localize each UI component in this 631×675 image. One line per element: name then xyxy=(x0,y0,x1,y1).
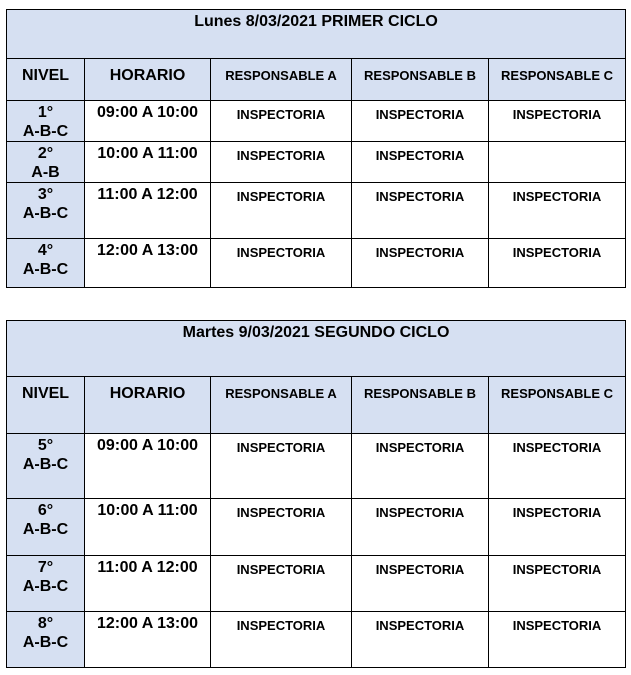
nivel-grade: 7° xyxy=(37,559,54,576)
header-responsable-b: RESPONSABLE B xyxy=(352,377,489,434)
table-title: Lunes 8/03/2021 PRIMER CICLO xyxy=(7,10,626,59)
responsable-a-cell: INSPECTORIA xyxy=(211,183,352,239)
responsable-a-cell: INSPECTORIA xyxy=(211,101,352,142)
header-responsable-c: RESPONSABLE C xyxy=(489,59,626,101)
nivel-grade: 8° xyxy=(37,615,54,632)
nivel-courses: A-B-C xyxy=(22,634,69,651)
nivel-grade: 3° xyxy=(37,186,54,203)
header-horario: HORARIO xyxy=(85,59,211,101)
nivel-courses: A-B-C xyxy=(22,123,69,140)
horario-cell: 09:00 A 10:00 xyxy=(85,434,211,499)
responsable-a-cell: INSPECTORIA xyxy=(211,434,352,499)
table-row xyxy=(7,499,626,556)
responsable-b-cell: INSPECTORIA xyxy=(352,499,489,556)
responsable-c-cell: INSPECTORIA xyxy=(489,183,626,239)
header-nivel: NIVEL xyxy=(7,59,85,101)
responsable-b-cell: INSPECTORIA xyxy=(352,239,489,288)
schedule-table-martes xyxy=(6,320,626,668)
table-row xyxy=(7,434,626,499)
schedule-table-lunes xyxy=(6,9,626,288)
nivel-cell xyxy=(7,142,85,183)
responsable-b-cell: INSPECTORIA xyxy=(352,434,489,499)
nivel-grade: 2° xyxy=(37,145,54,162)
header-responsable-b: RESPONSABLE B xyxy=(352,59,489,101)
horario-cell: 11:00 A 12:00 xyxy=(85,556,211,612)
responsable-c-cell: INSPECTORIA xyxy=(489,434,626,499)
nivel-courses: A-B-C xyxy=(22,205,69,222)
table-row xyxy=(7,142,626,183)
nivel-cell xyxy=(7,499,85,556)
responsable-b-cell: INSPECTORIA xyxy=(352,183,489,239)
header-responsable-a: RESPONSABLE A xyxy=(211,59,352,101)
nivel-grade: 1° xyxy=(37,104,54,121)
table-row xyxy=(7,556,626,612)
nivel-courses: A-B-C xyxy=(22,261,69,278)
horario-cell: 11:00 A 12:00 xyxy=(85,183,211,239)
header-nivel: NIVEL xyxy=(7,377,85,434)
nivel-grade: 5° xyxy=(37,437,54,454)
responsable-b-cell: INSPECTORIA xyxy=(352,142,489,183)
nivel-courses: A-B-C xyxy=(22,521,69,538)
nivel-grade: 6° xyxy=(37,502,54,519)
nivel-courses: A-B xyxy=(31,164,60,181)
responsable-a-cell: INSPECTORIA xyxy=(211,499,352,556)
nivel-courses: A-B-C xyxy=(22,578,69,595)
nivel-grade: 4° xyxy=(37,242,54,259)
horario-cell: 10:00 A 11:00 xyxy=(85,499,211,556)
horario-cell: 12:00 A 13:00 xyxy=(85,239,211,288)
nivel-cell xyxy=(7,239,85,288)
table-row xyxy=(7,239,626,288)
table-row xyxy=(7,101,626,142)
nivel-cell xyxy=(7,434,85,499)
header-horario: HORARIO xyxy=(85,377,211,434)
responsable-b-cell: INSPECTORIA xyxy=(352,556,489,612)
responsable-c-cell: INSPECTORIA xyxy=(489,556,626,612)
responsable-c-cell: INSPECTORIA xyxy=(489,499,626,556)
table-row xyxy=(7,183,626,239)
responsable-a-cell: INSPECTORIA xyxy=(211,239,352,288)
nivel-cell xyxy=(7,612,85,668)
nivel-courses: A-B-C xyxy=(22,456,69,473)
table-title: Martes 9/03/2021 SEGUNDO CICLO xyxy=(7,321,626,377)
table-row xyxy=(7,612,626,668)
nivel-cell xyxy=(7,101,85,142)
responsable-c-cell xyxy=(489,142,626,183)
nivel-cell xyxy=(7,556,85,612)
responsable-b-cell: INSPECTORIA xyxy=(352,612,489,668)
responsable-c-cell: INSPECTORIA xyxy=(489,612,626,668)
responsable-c-cell: INSPECTORIA xyxy=(489,101,626,142)
horario-cell: 10:00 A 11:00 xyxy=(85,142,211,183)
responsable-a-cell: INSPECTORIA xyxy=(211,556,352,612)
nivel-cell xyxy=(7,183,85,239)
horario-cell: 09:00 A 10:00 xyxy=(85,101,211,142)
responsable-c-cell: INSPECTORIA xyxy=(489,239,626,288)
responsable-a-cell: INSPECTORIA xyxy=(211,142,352,183)
header-responsable-c: RESPONSABLE C xyxy=(489,377,626,434)
responsable-a-cell: INSPECTORIA xyxy=(211,612,352,668)
responsable-b-cell: INSPECTORIA xyxy=(352,101,489,142)
horario-cell: 12:00 A 13:00 xyxy=(85,612,211,668)
header-responsable-a: RESPONSABLE A xyxy=(211,377,352,434)
